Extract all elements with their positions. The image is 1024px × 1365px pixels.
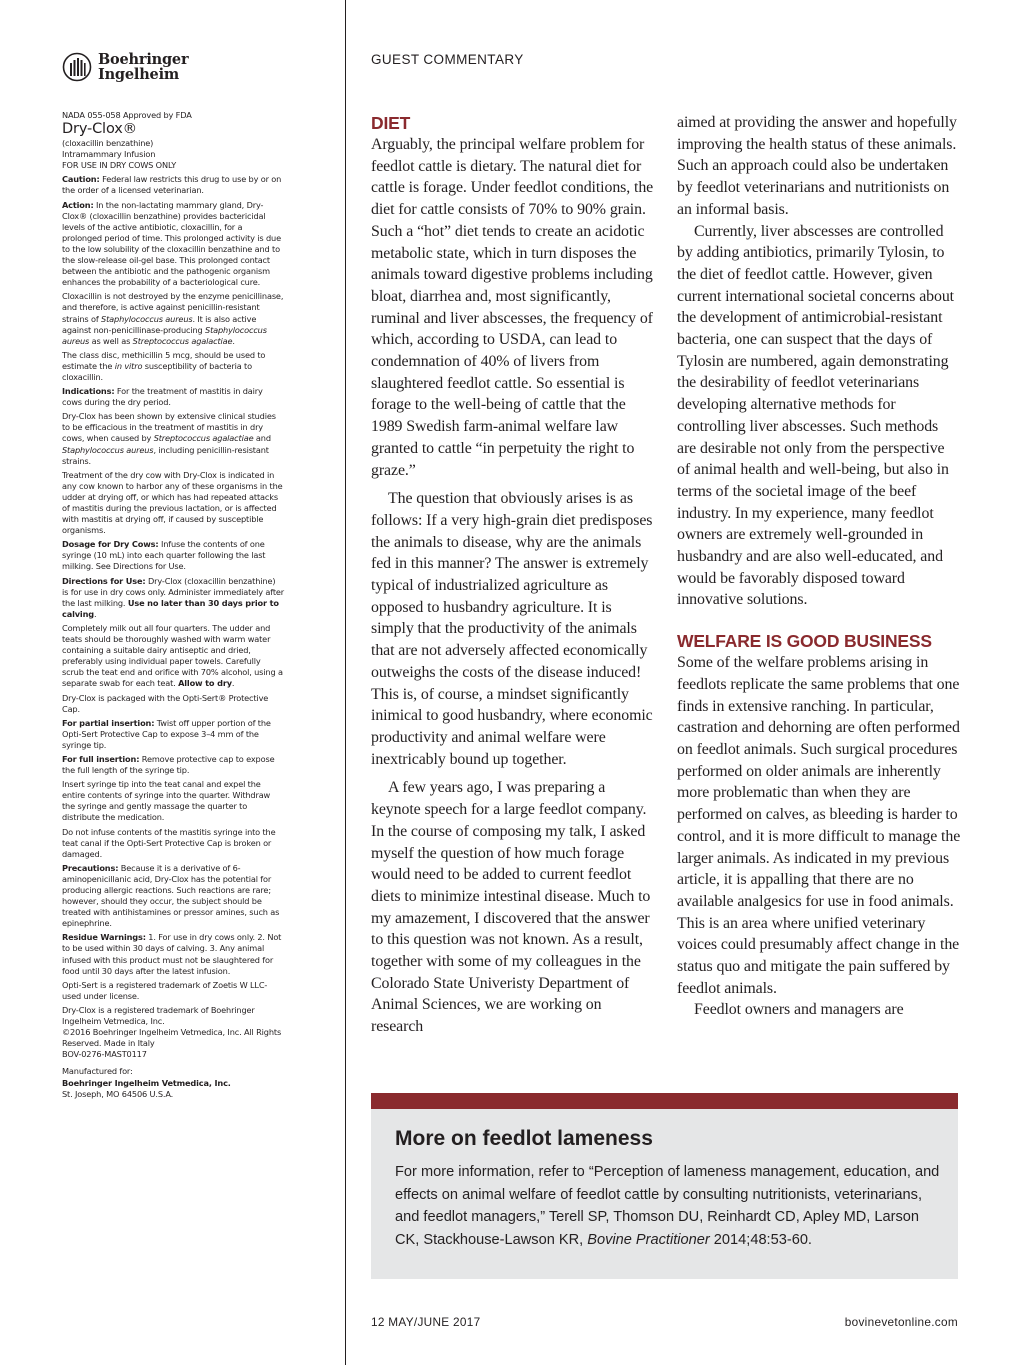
paragraph-4: aimed at providing the answer and hopefully improving the health status of these animals. Such an approach could also be undertaken by feedlot veterinarians and nutritionists on an informal basis.: [677, 114, 957, 218]
packaged-text: Dry-Clox is packaged with the Opti-Sert® Protective Cap.: [62, 692, 269, 714]
paragraph-2: The question that obviously arises is as follows: If a very high-grain diet predisposes the animals to disease, why are the animals fed in this manner? The answer is extremely typical of industrialized agriculture as opposed to husbandry agriculture. It is simply that the productivity of the animals that are not adversely affected economically outweighs the costs of the disease induced! This is, of course, a mindset significantly inimical to good husbandry, where economic productivity and animal welfare were inextricably bound up together.: [371, 490, 653, 768]
heading-diet: DIET: [371, 113, 411, 133]
trademark-dry-clox: Dry-Clox is a registered trademark of Boehringer Ingelheim Vetmedica, Inc.: [62, 1004, 255, 1027]
article-column-1: [371, 112, 655, 1038]
folio-website: bovinevetonline.com: [844, 1315, 958, 1329]
brand-logo: [62, 52, 284, 82]
paragraph-1: Arguably, the principal welfare problem for feedlot cattle is dietary. The natural diet for cattle is forage. Under feedlot conditions, the diet for cattle consists of 70% to 90% grain. Such a “hot” diet tends to create an acidotic metabolic state, which in turn disposes the animals toward digestive problems including bloat, diarrhea and, most significantly, ruminal and liver abscesses, the frequency of which, according to USDA, can lead to condemnation of 40% of livers from slaughtered feedlot cattle. So essential is forage to the well-being of cattle that the 1989 Swedish farm-animal welfare law granted to cattle “in perpetuity the right to graze.”: [371, 136, 654, 479]
efficacy-text: Dry-Clox has been shown by extensive clinical studies to be efficacious in the treatment of mastitis in dry cows, when caused by Streptococcus agalactiae and Staphylococcus aureus, including penicillin-resistant strains.: [62, 411, 276, 466]
trademark-opti-sert: Opti-Sert is a registered trademark of Zoetis W LLC-used under license.: [62, 979, 268, 1001]
full-insertion-text: For full insertion: Remove protective cap to expose the full length of the syringe tip.: [62, 753, 275, 776]
precautions-text: Precautions: Because it is a derivative of 6-aminopenicillanic acid, Dry-Clox has the potential for producing allergic reactions. Such reactions are rare; however, should they occur, the subject should be treated with antihistamines or pressor amines, such as epinephrine.: [62, 862, 280, 929]
partial-insertion-text: For partial insertion: Twist off upper portion of the Opti-Sert Protective Cap to expose 3–4 mm of the syringe tip.: [62, 717, 271, 750]
brand-line1: Boehringer: [98, 51, 189, 68]
dosage-form: Intramammary Infusion: [62, 149, 156, 160]
brand-line2: Ingelheim: [98, 66, 180, 83]
treatment-text: Treatment of the dry cow with Dry-Clox is indicated in any cow known to harbor any of these organisms in the udder at drying off, or which has had repeated attacks of mastitis during the previous lactation, or is affected with mastitis at drying off, if caused by susceptible organisms.: [62, 469, 283, 536]
manufacturer-city: St. Joseph, MO 64506 U.S.A.: [62, 1088, 174, 1099]
drug-advertisement: [62, 52, 284, 1100]
use-restriction: FOR USE IN DRY COWS ONLY: [62, 160, 177, 171]
box-body: For more information, refer to “Perception of lameness management, education, and effects on animal welfare of feedlot cattle by consulting nutritionists, veterinarians, and feedlot managers,” Terell SP, Thomson DU, Reinhardt CD, Apley MD, Larson CK, Stackhouse-Lawson KR, Bovine Practitioner 2014;48:53-60.: [395, 1164, 940, 1248]
generic-name: (cloxacillin benzathine): [62, 138, 154, 149]
box-accent-bar: [371, 1093, 958, 1109]
manufactured-for-label: Manufactured for:: [62, 1066, 133, 1077]
insert-text: Insert syringe tip into the teat canal and expel the entire contents of syringe into the quarter. Withdraw the syringe and gently massage the quarter to distribute the medication.: [62, 779, 271, 823]
residue-warnings-text: Residue Warnings: 1. For use in dry cows only. 2. Not to be used within 30 days of calving. 3. Any animal infused with this product must not be slaughtered for food until 30 days after the latest infusion.: [62, 932, 282, 976]
section-label: GUEST COMMENTARY: [371, 52, 524, 67]
heading-welfare: WELFARE IS GOOD BUSINESS: [677, 631, 932, 652]
product-code: BOV-0276-MAST0117: [62, 1049, 147, 1060]
copyright-text: ©2016 Boehringer Ingelheim Vetmedica, Inc. All Rights Reserved. Made in Italy: [62, 1027, 282, 1049]
related-info-box: [371, 1093, 958, 1279]
cloxacillin-text: Cloxacillin is not destroyed by the enzyme penicillinase, and therefore, is active against penicillin-resistant strains of Staphylococcus aureus. It is also active against non-penicillinase-producing Staphylococcus aureus as well as Streptococcus agalactiae.: [62, 291, 284, 346]
caution-text: Caution: Federal law restricts this drug to use by or on the order of a licensed veterinarian.: [62, 174, 282, 196]
dosage-text: Dosage for Dry Cows: Infuse the contents of one syringe (10 mL) into each quarter following the last milking. See Directions for Use.: [62, 539, 266, 572]
do-not-infuse-text: Do not infuse contents of the mastitis syringe into the teat canal if the Opti-Sert Protective Cap is broken or damaged.: [62, 826, 276, 859]
product-name: Dry-Clox®: [62, 121, 137, 138]
article-column-2: [677, 112, 961, 1021]
directions-text: Directions for Use: Dry-Clox (cloxacillin benzathine) is for use in dry cows only. Administer immediately after the last milking. Use no later than 30 days prior to calving.: [62, 575, 284, 619]
paragraph-5: Currently, liver abscesses are controlled by adding antibiotics, primarily Tylosin, to the diet of feedlot cattle. However, given current international societal concerns about the development of antimicrobial-resistant bacteria, one can suspect that the days of Tylosin are numbered, again demonstrating the desirability of feedlot veterinarians developing alternative methods for controlling liver abscesses. Such methods are desirable not only from the perspective of animal health and well-being, but also in terms of the societal image of the beef industry. In my experience, many feedlot owners are extremely well-grounded in husbandry and are also well-educated, and would be favorably disposed toward innovative solutions.: [677, 222, 955, 609]
milking-text: Completely milk out all four quarters. The udder and teats should be thoroughly washed with warm water containing a suitable dairy antiseptic and dried, preferably using individual paper towels. Carefully scrub the teat end and orifice with 70% alcohol, using a separate swab for each teat. Allow to dry.: [62, 622, 283, 689]
journal-name: Bovine Practitioner: [587, 1231, 710, 1248]
column-divider: [345, 0, 346, 1365]
class-disc-text: The class disc, methicillin 5 mcg, should be used to estimate the in vitro susceptibility of bacteria to cloxacillin.: [62, 349, 266, 382]
paragraph-6: Some of the welfare problems arising in feedlots replicate the same problems that one finds in extensive ranching. In particular, castration and dehorning are often performed on feedlot animals. Such surgical procedures performed on older animals are inherently more problematic than when they are performed on calves, as bleeding is harder to control, and it is more difficult to manage the larger animals. As indicated in my previous article, it is appalling that there are no available analgesics for use in food animals. This is an area where unified veterinary voices could presumably affect change in the status quo and mitigate the pain suffered by feedlot animals.: [677, 654, 961, 997]
folio-page-date: 12 MAY/JUNE 2017: [371, 1315, 481, 1329]
manufacturer-name: Boehringer Ingelheim Vetmedica, Inc.: [62, 1077, 231, 1088]
box-title: More on feedlot lameness: [395, 1127, 653, 1150]
nada-approval: NADA 055-058 Approved by FDA: [62, 110, 192, 120]
boehringer-logo-icon: [62, 52, 92, 82]
action-text: Action: In the non-lactating mammary gland, Dry-Clox® (cloxacillin benzathine) provides bactericidal levels of the active antibiotic, cloxacillin, for a prolonged period of time. This prolonged activity is due to the low solubility of the cloxacillin benzathine and to the slow-release oil-gel base. This prolonged contact between the antibiotic and the pathogenic organism enhances the probability of a bacteriological cure.: [62, 199, 281, 288]
paragraph-3: A few years ago, I was preparing a keynote speech for a large feedlot company. In the course of composing my talk, I asked myself the question of how much forage would need to be added to current feedlot diets to minimize intestinal disease. Much to my amazement, I discovered that the answer to this question was not known. As a result, together with some of my colleagues in the Colorado State Univeristy Department of Animal Sciences, we are working on research: [371, 779, 651, 1036]
indications-text: Indications: For the treatment of mastitis in dairy cows during the dry period.: [62, 386, 263, 408]
paragraph-7: Feedlot owners and managers are: [694, 1001, 904, 1019]
